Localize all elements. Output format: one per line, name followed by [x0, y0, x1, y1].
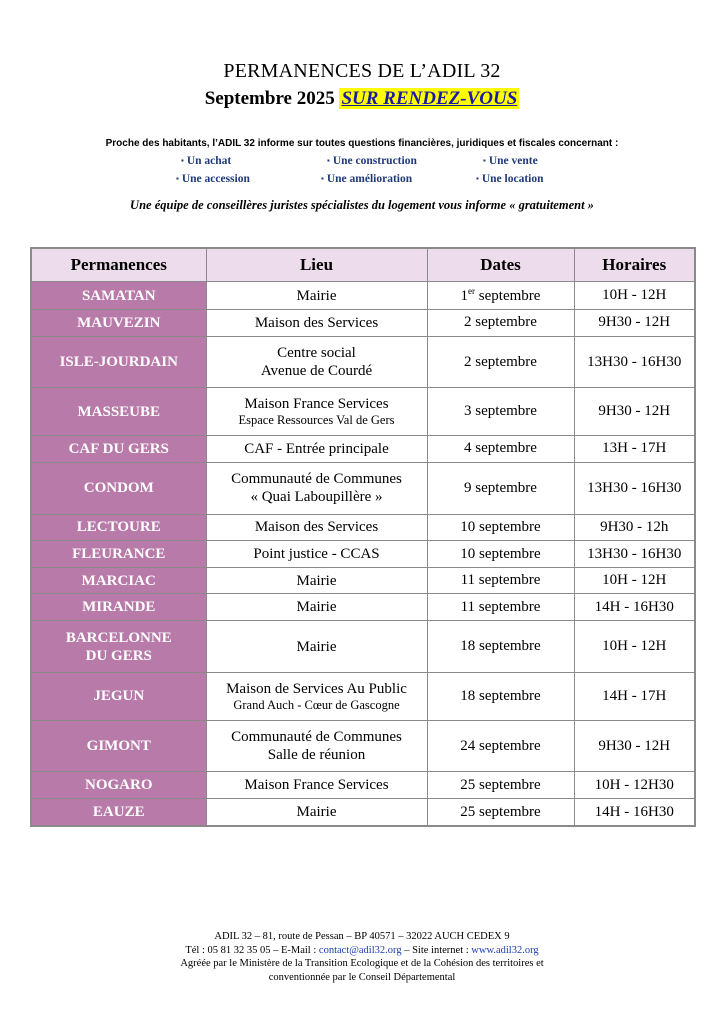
column-header-lieu: Lieu: [206, 248, 427, 282]
topic-item: ▪ Une amélioration: [321, 173, 413, 185]
table-row: [31, 388, 695, 436]
lieu-cell: Mairie: [206, 799, 427, 826]
hours-cell: 10H - 12H: [574, 567, 695, 594]
lieu-cell: Maison de Services Au Public Grand Auch - Cœur de Gascogne: [206, 672, 427, 720]
lieu-cell: Communauté de Communes « Quai Laboupillère »: [206, 462, 427, 514]
topic-item: ▪ Une location: [476, 173, 544, 185]
table-row: [31, 282, 695, 310]
table-row: [31, 514, 695, 541]
table-row: [31, 772, 695, 799]
permanence-cell: CONDOM: [31, 462, 206, 514]
permanence-cell: LECTOURE: [31, 514, 206, 541]
topic-item: ▪ Une accession: [176, 173, 250, 185]
hours-cell: 9H30 - 12H: [574, 720, 695, 772]
hours-cell: 14H - 16H30: [574, 799, 695, 826]
footer: [0, 930, 724, 984]
date-cell: 18 septembre: [427, 621, 574, 673]
date-cell: 25 septembre: [427, 772, 574, 799]
lieu-cell: Maison France Services: [206, 772, 427, 799]
date-cell: 9 septembre: [427, 462, 574, 514]
table-row: [31, 594, 695, 621]
lieu-cell: Centre social Avenue de Courdé: [206, 336, 427, 388]
hours-cell: 14H - 16H30: [574, 594, 695, 621]
date-cell: 25 septembre: [427, 799, 574, 826]
table-header-row: [31, 248, 695, 282]
topic-item: ▪ Une vente: [483, 155, 538, 167]
hours-cell: 10H - 12H: [574, 621, 695, 673]
bullet-icon: ▪: [476, 174, 479, 183]
hours-cell: 10H - 12H: [574, 282, 695, 310]
table-row: [31, 336, 695, 388]
column-header-permanences: Permanences: [31, 248, 206, 282]
permanence-cell: ISLE-JOURDAIN: [31, 336, 206, 388]
lieu-cell: CAF - Entrée principale: [206, 436, 427, 463]
table-row: [31, 621, 695, 673]
permanence-cell: EAUZE: [31, 799, 206, 826]
permanence-cell: SAMATAN: [31, 282, 206, 310]
table-row: [31, 541, 695, 568]
table-row: [31, 462, 695, 514]
table-row: [31, 567, 695, 594]
date-cell: 18 septembre: [427, 672, 574, 720]
hours-cell: 14H - 17H: [574, 672, 695, 720]
table-row: [31, 436, 695, 463]
permanence-cell: CAF DU GERS: [31, 436, 206, 463]
hours-cell: 13H30 - 16H30: [574, 541, 695, 568]
permanence-cell: FLEURANCE: [31, 541, 206, 568]
date-cell: 11 septembre: [427, 594, 574, 621]
lieu-cell: Mairie: [206, 621, 427, 673]
permanence-cell: JEGUN: [31, 672, 206, 720]
topic-item: ▪ Une construction: [327, 155, 417, 167]
date-cell: 10 septembre: [427, 541, 574, 568]
date-cell: 24 septembre: [427, 720, 574, 772]
bullet-icon: ▪: [181, 156, 184, 165]
date-cell: 3 septembre: [427, 388, 574, 436]
bullet-icon: ▪: [483, 156, 486, 165]
hours-cell: 13H30 - 16H30: [574, 462, 695, 514]
column-header-dates: Dates: [427, 248, 574, 282]
topic-item: ▪ Un achat: [181, 155, 232, 167]
permanence-cell: MAUVEZIN: [31, 310, 206, 337]
date-cell: 1er septembre: [427, 282, 574, 310]
hours-cell: 9H30 - 12H: [574, 388, 695, 436]
permanence-cell: MASSEUBE: [31, 388, 206, 436]
lieu-cell: Maison des Services: [206, 310, 427, 337]
tagline: Une équipe de conseillères juristes spécialistes du logement vous informe « gratuitement »: [130, 198, 594, 212]
permanence-cell: MARCIAC: [31, 567, 206, 594]
bullet-icon: ▪: [327, 156, 330, 165]
date-cell: 10 septembre: [427, 514, 574, 541]
lieu-cell: Mairie: [206, 567, 427, 594]
table-row: [31, 720, 695, 772]
month-label: Septembre 2025: [204, 88, 335, 109]
website-link[interactable]: www.adil32.org: [471, 944, 539, 956]
hours-cell: 13H30 - 16H30: [574, 336, 695, 388]
table-row: [31, 799, 695, 826]
date-cell: 11 septembre: [427, 567, 574, 594]
table-row: [31, 310, 695, 337]
intro-text: Proche des habitants, l’ADIL 32 informe sur toutes questions financières, juridiques et fiscales concernant :: [105, 138, 619, 149]
permanence-cell: NOGARO: [31, 772, 206, 799]
page-title: PERMANENCES DE L’ADIL 32: [223, 60, 501, 82]
schedule-table: [30, 247, 696, 827]
email-link[interactable]: contact@adil32.org: [318, 944, 402, 956]
footer-contact: Tél : 05 81 32 35 05 – E-Mail : contact@adil32.org – Site internet : www.adil32.org: [185, 944, 539, 956]
page-subtitle: [0, 88, 724, 110]
footer-address: ADIL 32 – 81, route de Pessan – BP 40571 – 32022 AUCH CEDEX 9: [214, 931, 510, 942]
permanence-cell: MIRANDE: [31, 594, 206, 621]
permanence-cell: BARCELONNE DU GERS: [31, 621, 206, 673]
lieu-cell: Maison des Services: [206, 514, 427, 541]
lieu-cell: Point justice - CCAS: [206, 541, 427, 568]
lieu-cell: Maison France Services Espace Ressources Val de Gers: [206, 388, 427, 436]
date-cell: 2 septembre: [427, 336, 574, 388]
hours-cell: 13H - 17H: [574, 436, 695, 463]
hours-cell: 9H30 - 12H: [574, 310, 695, 337]
lieu-cell: Communauté de Communes Salle de réunion: [206, 720, 427, 772]
column-header-horaires: Horaires: [574, 248, 695, 282]
hours-cell: 9H30 - 12h: [574, 514, 695, 541]
footer-accreditation: Agréée par le Ministère de la Transition Ecologique et de la Cohésion des territoires et: [180, 958, 544, 969]
footer-convention: conventionnée par le Conseil Départemental: [268, 971, 456, 983]
date-cell: 2 septembre: [427, 310, 574, 337]
bullet-icon: ▪: [176, 174, 179, 183]
lieu-cell: Mairie: [206, 594, 427, 621]
permanence-cell: GIMONT: [31, 720, 206, 772]
rdv-highlight: SUR RENDEZ-VOUS: [341, 88, 518, 109]
lieu-cell: Mairie: [206, 282, 427, 310]
date-cell: 4 septembre: [427, 436, 574, 463]
table-row: [31, 672, 695, 720]
hours-cell: 10H - 12H30: [574, 772, 695, 799]
bullet-icon: ▪: [321, 174, 324, 183]
